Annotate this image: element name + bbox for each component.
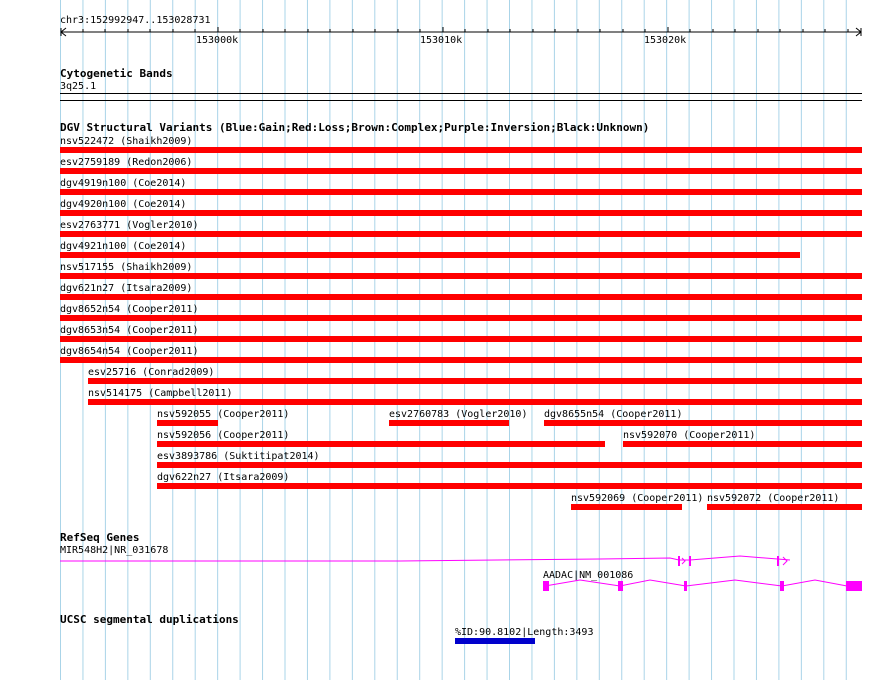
gene-mir548h2[interactable]: [0, 550, 890, 574]
variant-label: nsv592055 (Cooper2011): [157, 409, 290, 420]
variant-bar[interactable]: [88, 378, 862, 384]
variant-label: esv2759189 (Redon2006): [60, 157, 193, 168]
variant-label: esv25716 (Conrad2009): [88, 367, 215, 378]
variant-bar[interactable]: [157, 441, 605, 447]
variant-label: dgv4920n100 (Coe2014): [60, 199, 187, 210]
variant-bar[interactable]: [571, 504, 682, 510]
variant-label: nsv517155 (Shaikh2009): [60, 262, 193, 273]
gene-label-aadac: AADAC|NM_001086: [543, 570, 634, 581]
variant-bar[interactable]: [60, 231, 862, 237]
variant-label: dgv8655n54 (Cooper2011): [544, 409, 683, 420]
variant-label: nsv514175 (Campbell2011): [88, 388, 233, 399]
variant-bar[interactable]: [157, 483, 862, 489]
variant-bar[interactable]: [60, 315, 862, 321]
variant-bar[interactable]: [60, 147, 862, 153]
variant-bar[interactable]: [157, 462, 862, 468]
variant-bar[interactable]: [60, 273, 862, 279]
cytoband-track-title[interactable]: Cytogenetic Bands: [60, 67, 173, 80]
variant-bar[interactable]: [623, 441, 862, 447]
location-label: chr3:152992947..153028731: [60, 15, 211, 26]
variant-bar[interactable]: [707, 504, 862, 510]
variant-label: dgv8654n54 (Cooper2011): [60, 346, 199, 357]
variant-label: nsv592072 (Cooper2011): [707, 493, 840, 504]
variant-label: esv3893786 (Suktitipat2014): [157, 451, 320, 462]
gene-label-mir548h2: MIR548H2|NR_031678: [60, 545, 169, 556]
gene-aadac[interactable]: [0, 576, 890, 596]
variant-label: dgv621n27 (Itsara2009): [60, 283, 193, 294]
variant-label: dgv622n27 (Itsara2009): [157, 472, 290, 483]
variant-label: esv2763771 (Vogler2010): [60, 220, 199, 231]
variant-bar[interactable]: [544, 420, 862, 426]
dgv-track-title[interactable]: DGV Structural Variants (Blue:Gain;Red:Loss;Brown:Complex;Purple:Inversion;Black:Unknown): [60, 121, 650, 134]
tick-label-153010k: 153010k: [420, 35, 463, 46]
variant-label: esv2760783 (Vogler2010): [389, 409, 528, 420]
variant-bar[interactable]: [60, 252, 800, 258]
variant-label: nsv592070 (Cooper2011): [623, 430, 756, 441]
variant-bar[interactable]: [60, 168, 862, 174]
variant-label: dgv8652n54 (Cooper2011): [60, 304, 199, 315]
variant-bar[interactable]: [60, 189, 862, 195]
tick-label-153000k: 153000k: [196, 35, 239, 46]
variant-label: nsv592056 (Cooper2011): [157, 430, 290, 441]
segdup-bar[interactable]: [455, 638, 535, 644]
segdup-track-title[interactable]: UCSC segmental duplications: [60, 613, 239, 626]
refseq-track-title[interactable]: RefSeq Genes: [60, 531, 140, 544]
cytoband-top-line: [60, 93, 862, 94]
variant-label: nsv592069 (Cooper2011): [571, 493, 704, 504]
variant-bar[interactable]: [157, 420, 218, 426]
variant-label: dgv4921n100 (Coe2014): [60, 241, 187, 252]
variant-bar[interactable]: [60, 336, 862, 342]
variant-bar[interactable]: [60, 357, 862, 363]
variant-bar[interactable]: [60, 210, 862, 216]
variant-bar[interactable]: [60, 294, 862, 300]
variant-label: dgv4919n100 (Coe2014): [60, 178, 187, 189]
cytoband-bottom-line: [60, 100, 862, 101]
tick-label-153020k: 153020k: [644, 35, 687, 46]
variant-label: nsv522472 (Shaikh2009): [60, 136, 193, 147]
variant-bar[interactable]: [389, 420, 509, 426]
variant-bar[interactable]: [88, 399, 862, 405]
cytoband-label: 3q25.1: [60, 81, 97, 92]
segdup-label: %ID:90.8102|Length:3493: [455, 627, 594, 638]
variant-label: dgv8653n54 (Cooper2011): [60, 325, 199, 336]
